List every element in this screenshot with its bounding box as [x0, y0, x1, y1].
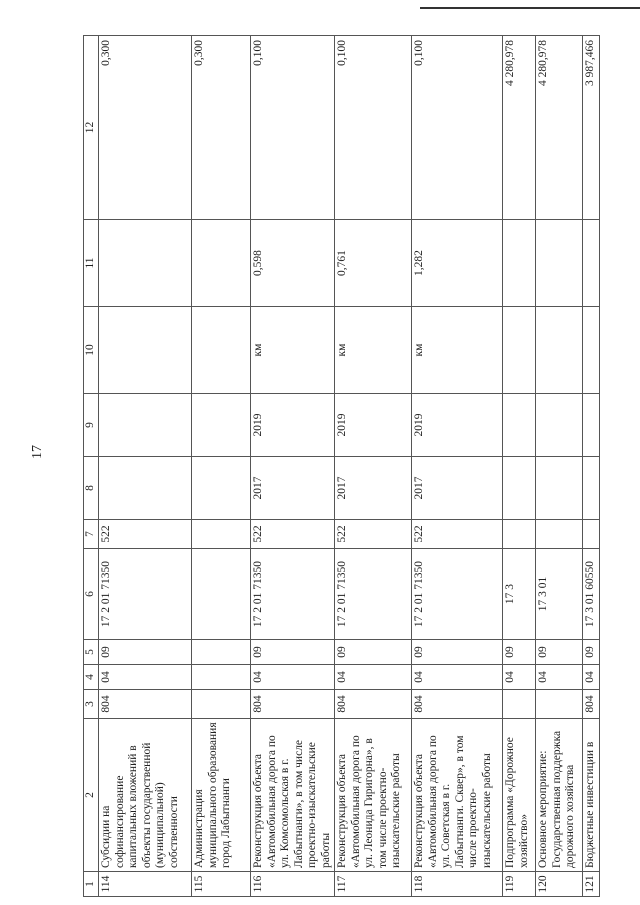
code-expense-cell [536, 520, 583, 549]
table-body [84, 36, 600, 897]
code-section-cell: 04 [536, 665, 583, 690]
header-cell: 9 [84, 394, 99, 457]
amount-cell: 0,100 [251, 36, 335, 220]
code-target-cell: 17 2 01 71350 [99, 549, 192, 640]
code-section-cell: 04 [583, 665, 600, 690]
budget-table [83, 35, 600, 897]
header-cell: 5 [84, 640, 99, 665]
start-year-cell: 2017 [412, 457, 503, 520]
unit-cell: км [412, 307, 503, 394]
code-subsection-cell: 09 [536, 640, 583, 665]
row-number-cell: 117 [335, 872, 412, 897]
header-cell: 2 [84, 719, 99, 872]
code-admin-cell: 804 [583, 690, 600, 719]
start-year-cell [99, 457, 192, 520]
code-expense-cell: 522 [99, 520, 192, 549]
capacity-cell [583, 220, 600, 307]
start-year-cell [536, 457, 583, 520]
amount-cell: 3 987,466 [583, 36, 600, 220]
table-row [503, 36, 536, 897]
header-cell: 4 [84, 665, 99, 690]
table-row [335, 36, 412, 897]
code-section-cell: 04 [412, 665, 503, 690]
code-target-cell: 17 3 01 60550 [583, 549, 600, 640]
amount-cell: 0,100 [335, 36, 412, 220]
code-admin-cell: 804 [99, 690, 192, 719]
code-target-cell: 17 3 01 [536, 549, 583, 640]
code-target-cell: 17 2 01 71350 [335, 549, 412, 640]
header-cell: 3 [84, 690, 99, 719]
code-expense-cell [192, 520, 251, 549]
unit-cell: км [251, 307, 335, 394]
code-section-cell: 04 [99, 665, 192, 690]
unit-cell [583, 307, 600, 394]
amount-cell: 0,300 [99, 36, 192, 220]
row-number-cell: 115 [192, 872, 251, 897]
amount-cell: 4 280,978 [503, 36, 536, 220]
page-number-text: 17 [30, 445, 45, 459]
row-number-cell: 120 [536, 872, 583, 897]
header-cell: 1 [84, 872, 99, 897]
start-year-cell [192, 457, 251, 520]
end-year-cell [99, 394, 192, 457]
end-year-cell [192, 394, 251, 457]
capacity-cell [503, 220, 536, 307]
code-target-cell: 17 2 01 71350 [412, 549, 503, 640]
amount-cell: 4 280,978 [536, 36, 583, 220]
row-number-cell: 118 [412, 872, 503, 897]
code-expense-cell: 522 [251, 520, 335, 549]
code-admin-cell [192, 690, 251, 719]
code-target-cell [192, 549, 251, 640]
start-year-cell: 2017 [251, 457, 335, 520]
code-expense-cell [503, 520, 536, 549]
code-section-cell: 04 [335, 665, 412, 690]
unit-cell [99, 307, 192, 394]
row-name-cell: Субсидии на софинансирование капитальных вложений в объекты государственной (муниципальной) собственности [99, 719, 192, 872]
code-target-cell: 17 3 [503, 549, 536, 640]
code-subsection-cell: 09 [503, 640, 536, 665]
end-year-cell [503, 394, 536, 457]
code-subsection-cell: 09 [99, 640, 192, 665]
header-cell: 7 [84, 520, 99, 549]
row-name-cell: Администрация муниципального образования город Лабытнанги [192, 719, 251, 872]
header-cell: 12 [84, 36, 99, 220]
code-section-cell: 04 [503, 665, 536, 690]
code-subsection-cell: 09 [583, 640, 600, 665]
unit-cell [503, 307, 536, 394]
code-admin-cell [503, 690, 536, 719]
start-year-cell: 2017 [335, 457, 412, 520]
row-name-cell: Реконструкция объекта «Автомобильная дорога по ул. Комсомольская в г. Лабытнанги», в том числе проектно-изыскательские работы [251, 719, 335, 872]
amount-cell: 0,100 [412, 36, 503, 220]
row-name-cell: Основное мероприятие: Государственная поддержка дорожного хозяйства [536, 719, 583, 872]
capacity-cell [99, 220, 192, 307]
budget-table-rotated [83, 0, 612, 897]
amount-cell: 0,300 [192, 36, 251, 220]
capacity-cell: 0,761 [335, 220, 412, 307]
header-cell: 10 [84, 307, 99, 394]
code-subsection-cell [192, 640, 251, 665]
row-number-cell: 116 [251, 872, 335, 897]
code-target-cell: 17 2 01 71350 [251, 549, 335, 640]
code-admin-cell [536, 690, 583, 719]
unit-cell [536, 307, 583, 394]
code-admin-cell: 804 [412, 690, 503, 719]
header-row [84, 36, 99, 897]
table-row [536, 36, 583, 897]
capacity-cell: 0,598 [251, 220, 335, 307]
row-number-cell: 121 [583, 872, 600, 897]
code-admin-cell: 804 [251, 690, 335, 719]
code-section-cell [192, 665, 251, 690]
code-expense-cell [583, 520, 600, 549]
end-year-cell: 2019 [335, 394, 412, 457]
table-row [192, 36, 251, 897]
code-subsection-cell: 09 [412, 640, 503, 665]
start-year-cell [583, 457, 600, 520]
code-expense-cell: 522 [335, 520, 412, 549]
table-row [583, 36, 600, 897]
header-cell: 11 [84, 220, 99, 307]
end-year-cell: 2019 [412, 394, 503, 457]
row-number-cell: 119 [503, 872, 536, 897]
table-row [99, 36, 192, 897]
start-year-cell [503, 457, 536, 520]
code-subsection-cell: 09 [251, 640, 335, 665]
capacity-cell: 1,282 [412, 220, 503, 307]
row-number-cell: 114 [99, 872, 192, 897]
unit-cell [192, 307, 251, 394]
table-row [412, 36, 503, 897]
end-year-cell [536, 394, 583, 457]
capacity-cell [192, 220, 251, 307]
page-number [30, 445, 54, 468]
table-row [251, 36, 335, 897]
row-name-cell: Реконструкция объекта «Автомобильная дорога по ул. Советская в г. Лабытнанги. Сквер», в том числе проектно-изыскательские работы [412, 719, 503, 872]
row-name-cell: Бюджетные инвестиции в [583, 719, 600, 872]
row-name-cell: Реконструкция объекта «Автомобильная дорога по ул. Леонида Гиригорна», в том числе проектно-изыскательские работы [335, 719, 412, 872]
end-year-cell [583, 394, 600, 457]
code-section-cell: 04 [251, 665, 335, 690]
end-year-cell: 2019 [251, 394, 335, 457]
unit-cell: км [335, 307, 412, 394]
header-cell: 6 [84, 549, 99, 640]
header-cell: 8 [84, 457, 99, 520]
code-expense-cell: 522 [412, 520, 503, 549]
code-admin-cell: 804 [335, 690, 412, 719]
capacity-cell [536, 220, 583, 307]
row-name-cell: Подпрограмма «Дорожное хозяйство» [503, 719, 536, 872]
code-subsection-cell: 09 [335, 640, 412, 665]
